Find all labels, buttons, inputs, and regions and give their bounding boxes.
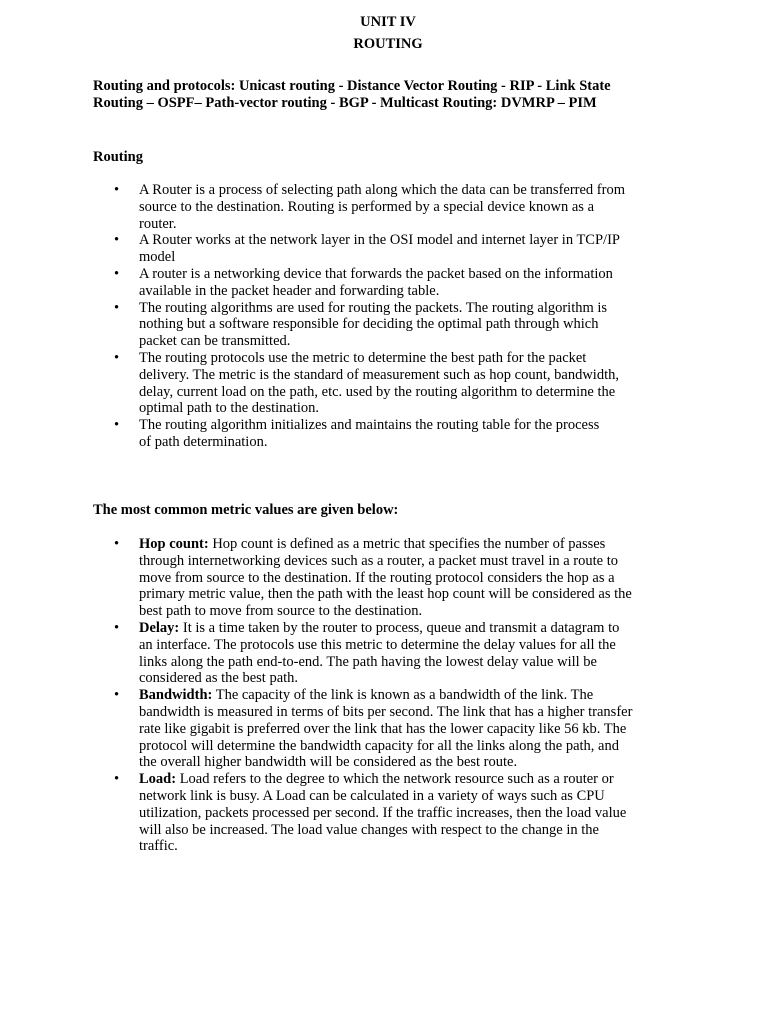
metric-term: Load: (139, 771, 177, 788)
metric-item-text: the overall higher bandwidth will be considered as the best route. (139, 754, 518, 771)
metric-item-text: through internetworking devices such as a router, a packet must travel in a route to (139, 552, 618, 569)
list-item-text: A router is a networking device that forwards the packet based on the information (139, 265, 613, 282)
metric-item-text: links along the path end-to-end. The path having the lowest delay value will be (139, 653, 597, 670)
metric-term: Hop count: (139, 536, 209, 552)
metric-item-text: utilization, packets processed per second. If the traffic increases, then the load value (139, 804, 627, 821)
bullet-marker: • (114, 417, 120, 434)
bullet-marker: • (114, 536, 120, 552)
bullet-marker: • (114, 182, 120, 198)
list-item-text: delay, current load on the path, etc. used by the routing algorithm to determine the (139, 383, 616, 400)
list-item-text: of path determination. (139, 433, 268, 450)
routing-bullet-list (93, 182, 683, 451)
metric-item-text: best path to move from source to the destination. (139, 603, 423, 620)
list-item (93, 300, 683, 350)
metric-definition: The capacity of the link is known as a bandwidth of the link. The (212, 687, 594, 704)
list-item-text: optimal path to the destination. (139, 400, 320, 417)
metric-item-text: protocol will determine the bandwidth capacity for all the links along the path, and (139, 737, 619, 754)
bullet-marker: • (114, 265, 120, 282)
metric-bullet-list (93, 536, 683, 855)
list-item (93, 232, 683, 266)
metric-item (93, 536, 683, 620)
bullet-marker: • (114, 687, 120, 704)
metric-definition: Hop count is defined as a metric that specifies the number of passes (208, 536, 606, 552)
metric-item-text: will also be increased. The load value changes with respect to the change in the (139, 821, 599, 838)
topics-line: Routing and protocols: Unicast routing - Distance Vector Routing - RIP - Link State (93, 78, 611, 94)
metric-item-text: network link is busy. A Load can be calculated in a variety of ways such as CPU (139, 787, 605, 804)
list-item (93, 266, 683, 300)
unit-subject-title: ROUTING (353, 36, 423, 52)
list-item-text: delivery. The metric is the standard of measurement such as hop count, bandwidth, (139, 366, 619, 383)
metric-item-text: primary metric value, then the path with the least hop count will be considered as the (139, 586, 632, 603)
list-item-text: The routing algorithms are used for routing the packets. The routing algorithm is (139, 299, 608, 316)
list-item (93, 417, 683, 451)
routing-heading: Routing (93, 149, 143, 165)
metric-item-text: an interface. The protocols use this metric to determine the delay values for all the (139, 636, 616, 653)
metric-definition: It is a time taken by the router to process, queue and transmit a datagram to (179, 619, 620, 636)
metric-item-text: rate like gigabit is preferred over the link that has the lower capacity like 56 kb. The (139, 720, 627, 737)
list-item-text: model (139, 249, 176, 266)
bullet-marker: • (114, 619, 120, 636)
metric-item-text: traffic. (139, 838, 178, 855)
metric-values-heading: The most common metric values are given below: (93, 502, 399, 518)
metric-term: Bandwidth: (139, 687, 213, 704)
bullet-marker: • (114, 232, 120, 249)
list-item-text: The routing algorithm initializes and maintains the routing table for the process (139, 417, 600, 434)
list-item-text: The routing protocols use the metric to determine the best path for the packet (139, 349, 587, 366)
topics-summary (93, 78, 683, 112)
unit-title: UNIT IV (360, 14, 416, 30)
bullet-marker: • (114, 299, 120, 316)
metric-item-text: bandwidth is measured in terms of bits per second. The link that has a higher transfer (139, 703, 633, 720)
metric-item-first-line (139, 536, 683, 553)
metric-item-text: considered as the best path. (139, 670, 299, 687)
list-item-text: A Router is a process of selecting path along which the data can be transferred from (139, 182, 625, 198)
metric-item-first-line (139, 620, 683, 637)
metric-item-text: move from source to the destination. If the routing protocol considers the hop as a (139, 569, 615, 586)
metric-term: Delay: (139, 619, 180, 636)
list-item-text: nothing but a software responsible for deciding the optimal path through which (139, 316, 599, 333)
list-item-text: available in the packet header and forwarding table. (139, 282, 440, 299)
topics-line: Routing – OSPF– Path-vector routing - BGP - Multicast Routing: DVMRP – PIM (93, 95, 597, 111)
metric-definition: Load refers to the degree to which the network resource such as a router or (176, 771, 614, 788)
list-item-text: A Router works at the network layer in the OSI model and internet layer in TCP/IP (139, 232, 620, 249)
bullet-marker: • (114, 771, 120, 788)
list-item-text: source to the destination. Routing is performed by a special device known as a (139, 198, 595, 215)
metric-item-first-line (139, 687, 683, 704)
list-item-text: router. (139, 215, 177, 232)
metric-item-first-line (139, 771, 683, 788)
metric-item (93, 620, 683, 687)
metric-item (93, 771, 683, 855)
list-item (93, 350, 683, 417)
bullet-marker: • (114, 349, 120, 366)
metric-item (93, 687, 683, 771)
list-item-text: packet can be transmitted. (139, 333, 291, 350)
list-item (93, 182, 683, 232)
